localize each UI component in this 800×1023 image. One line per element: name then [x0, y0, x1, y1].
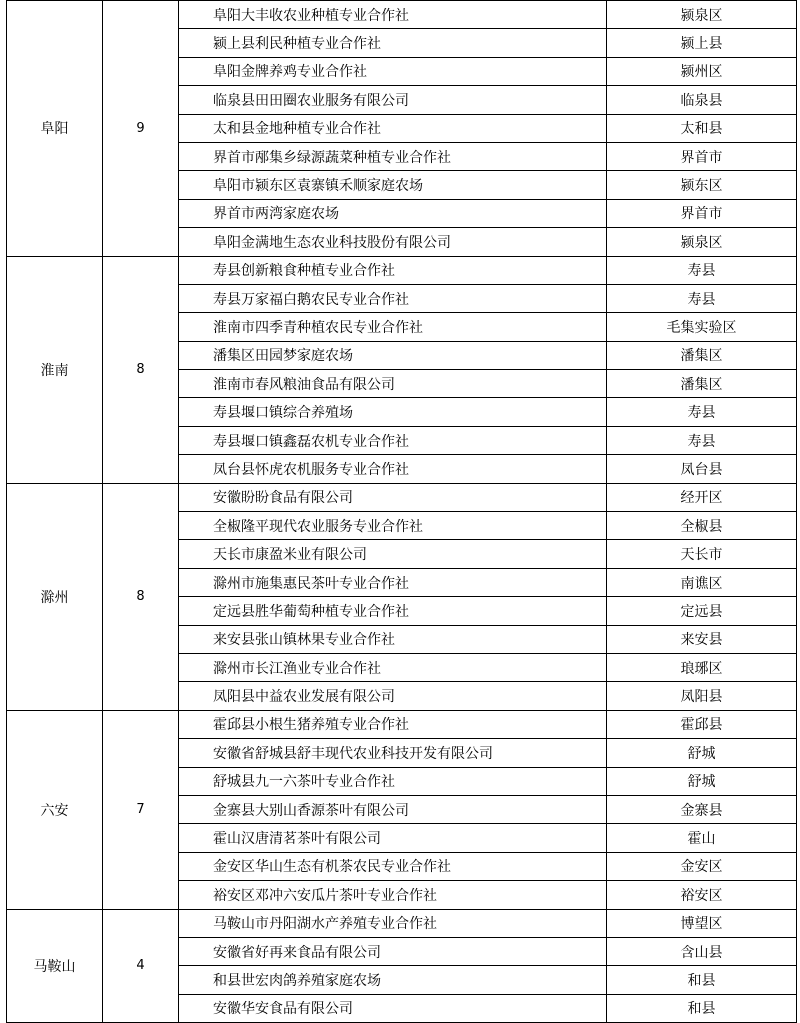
city-cell: 阜阳 — [7, 1, 103, 257]
district-cell: 颍泉区 — [607, 228, 797, 256]
district-cell: 毛集实验区 — [607, 313, 797, 341]
district-cell: 界首市 — [607, 142, 797, 170]
table-row — [7, 909, 797, 937]
enterprise-name-cell: 霍山汉唐清茗茶叶有限公司 — [179, 824, 607, 852]
count-cell: 4 — [103, 909, 179, 1023]
enterprise-name-cell: 阜阳金满地生态农业科技股份有限公司 — [179, 228, 607, 256]
district-cell: 凤阳县 — [607, 682, 797, 710]
enterprise-table — [6, 0, 797, 1023]
enterprise-name-cell: 寿县堰口镇综合养殖场 — [179, 398, 607, 426]
count-cell: 8 — [103, 256, 179, 483]
district-cell: 临泉县 — [607, 86, 797, 114]
district-cell: 霍山 — [607, 824, 797, 852]
enterprise-name-cell: 淮南市四季青种植农民专业合作社 — [179, 313, 607, 341]
district-cell: 颍泉区 — [607, 1, 797, 29]
enterprise-name-cell: 阜阳大丰收农业种植专业合作社 — [179, 1, 607, 29]
enterprise-name-cell: 来安县张山镇林果专业合作社 — [179, 625, 607, 653]
enterprise-name-cell: 霍邱县小根生猪养殖专业合作社 — [179, 710, 607, 738]
enterprise-name-cell: 阜阳金牌养鸡专业合作社 — [179, 57, 607, 85]
enterprise-name-cell: 界首市两湾家庭农场 — [179, 199, 607, 227]
table-row — [7, 256, 797, 284]
district-cell: 颍州区 — [607, 57, 797, 85]
city-cell: 滁州 — [7, 483, 103, 710]
enterprise-name-cell: 裕安区邓冲六安瓜片茶叶专业合作社 — [179, 881, 607, 909]
district-cell: 琅琊区 — [607, 653, 797, 681]
district-cell: 博望区 — [607, 909, 797, 937]
district-cell: 寿县 — [607, 398, 797, 426]
district-cell: 凤台县 — [607, 455, 797, 483]
district-cell: 含山县 — [607, 937, 797, 965]
enterprise-name-cell: 寿县万家福白鹅农民专业合作社 — [179, 284, 607, 312]
district-cell: 南谯区 — [607, 568, 797, 596]
enterprise-name-cell: 金寨县大别山香源茶叶有限公司 — [179, 795, 607, 823]
enterprise-name-cell: 全椒隆平现代农业服务专业合作社 — [179, 512, 607, 540]
table-row — [7, 483, 797, 511]
table-row — [7, 1, 797, 29]
enterprise-name-cell: 颍上县利民种植专业合作社 — [179, 29, 607, 57]
enterprise-name-cell: 舒城县九一六茶叶专业合作社 — [179, 767, 607, 795]
enterprise-name-cell: 阜阳市颍东区袁寨镇禾顺家庭农场 — [179, 171, 607, 199]
city-cell: 淮南 — [7, 256, 103, 483]
enterprise-name-cell: 安徽盼盼食品有限公司 — [179, 483, 607, 511]
enterprise-name-cell: 和县世宏肉鸽养殖家庭农场 — [179, 966, 607, 994]
district-cell: 颍东区 — [607, 171, 797, 199]
city-cell: 六安 — [7, 710, 103, 909]
table-row — [7, 710, 797, 738]
district-cell: 和县 — [607, 994, 797, 1022]
enterprise-name-cell: 安徽华安食品有限公司 — [179, 994, 607, 1022]
enterprise-name-cell: 寿县堰口镇鑫磊农机专业合作社 — [179, 426, 607, 454]
enterprise-name-cell: 凤台县怀虎农机服务专业合作社 — [179, 455, 607, 483]
district-cell: 金安区 — [607, 852, 797, 880]
district-cell: 定远县 — [607, 597, 797, 625]
enterprise-name-cell: 凤阳县中益农业发展有限公司 — [179, 682, 607, 710]
enterprise-name-cell: 安徽省好再来食品有限公司 — [179, 937, 607, 965]
district-cell: 颍上县 — [607, 29, 797, 57]
district-cell: 经开区 — [607, 483, 797, 511]
count-cell: 7 — [103, 710, 179, 909]
district-cell: 舒城 — [607, 767, 797, 795]
enterprise-name-cell: 临泉县田田圈农业服务有限公司 — [179, 86, 607, 114]
district-cell: 来安县 — [607, 625, 797, 653]
enterprise-name-cell: 安徽省舒城县舒丰现代农业科技开发有限公司 — [179, 739, 607, 767]
table-body — [7, 1, 797, 1023]
enterprise-name-cell: 天长市康盈米业有限公司 — [179, 540, 607, 568]
district-cell: 潘集区 — [607, 370, 797, 398]
enterprise-name-cell: 金安区华山生态有机茶农民专业合作社 — [179, 852, 607, 880]
enterprise-name-cell: 淮南市春风粮油食品有限公司 — [179, 370, 607, 398]
count-cell: 8 — [103, 483, 179, 710]
district-cell: 裕安区 — [607, 881, 797, 909]
enterprise-name-cell: 滁州市施集惠民茶叶专业合作社 — [179, 568, 607, 596]
district-cell: 和县 — [607, 966, 797, 994]
enterprise-name-cell: 潘集区田园梦家庭农场 — [179, 341, 607, 369]
district-cell: 天长市 — [607, 540, 797, 568]
district-cell: 寿县 — [607, 426, 797, 454]
district-cell: 寿县 — [607, 284, 797, 312]
district-cell: 界首市 — [607, 199, 797, 227]
enterprise-name-cell: 定远县胜华葡萄种植专业合作社 — [179, 597, 607, 625]
district-cell: 太和县 — [607, 114, 797, 142]
enterprise-name-cell: 寿县创新粮食种植专业合作社 — [179, 256, 607, 284]
city-cell: 马鞍山 — [7, 909, 103, 1023]
enterprise-name-cell: 界首市邴集乡绿源蔬菜种植专业合作社 — [179, 142, 607, 170]
enterprise-name-cell: 滁州市长江渔业专业合作社 — [179, 653, 607, 681]
district-cell: 霍邱县 — [607, 710, 797, 738]
district-cell: 寿县 — [607, 256, 797, 284]
district-cell: 潘集区 — [607, 341, 797, 369]
enterprise-name-cell: 太和县金地种植专业合作社 — [179, 114, 607, 142]
district-cell: 金寨县 — [607, 795, 797, 823]
enterprise-name-cell: 马鞍山市丹阳湖水产养殖专业合作社 — [179, 909, 607, 937]
district-cell: 舒城 — [607, 739, 797, 767]
district-cell: 全椒县 — [607, 512, 797, 540]
count-cell: 9 — [103, 1, 179, 257]
